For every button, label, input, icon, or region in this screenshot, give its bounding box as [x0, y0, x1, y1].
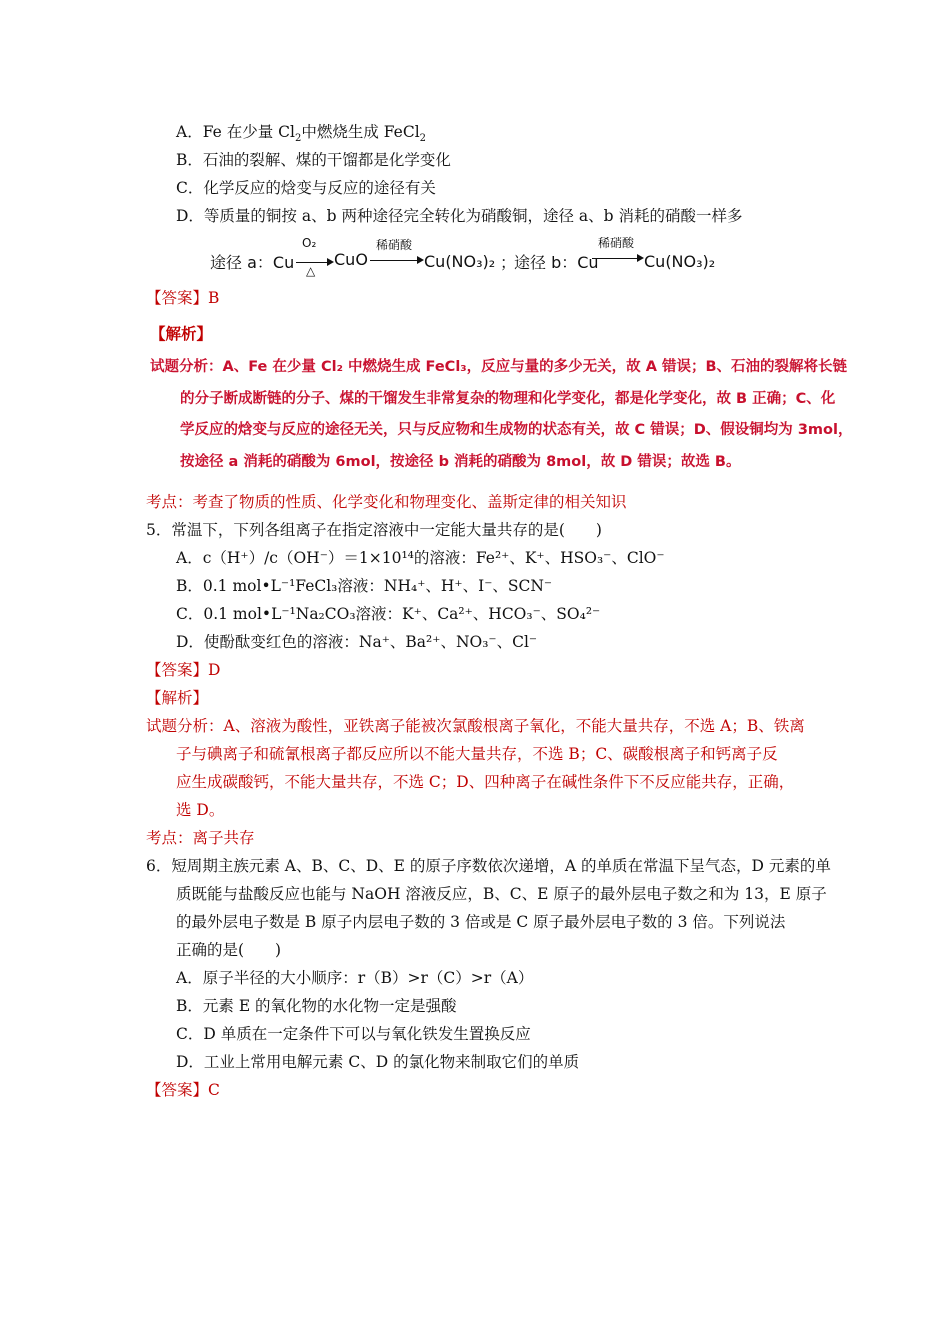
- q6-option-d: D．工业上常用电解元素 C、D 的氯化物来制取它们的单质: [176, 1053, 580, 1071]
- q6-stem-line-2: 质既能与盐酸反应也能与 NaOH 溶液反应，B、C、E 原子的最外层电子数之和为 13，E 原子: [176, 885, 827, 903]
- q6-answer: 【答案】C: [146, 1081, 220, 1099]
- q5-analysis-line-4: 选 D。: [176, 801, 225, 819]
- q4-option-d: D．等质量的铜按 a、b 两种途径完全转化为硝酸铜，途径 a、b 消耗的硝酸一样多: [176, 207, 743, 225]
- q5-knowledge-point: 考点：离子共存: [146, 829, 255, 847]
- arrow-3: [592, 258, 642, 259]
- q5-stem: 5．常温下，下列各组离子在指定溶液中一定能大量共存的是( ): [146, 521, 602, 539]
- arrow-2: [370, 260, 422, 261]
- q6-stem-line-3: 的最外层电子数是 B 原子内层电子数的 3 倍或是 C 原子最外层电子数的 3 倍。下列说法: [176, 913, 786, 931]
- path-b-label: 途径 b：Cu: [514, 253, 599, 272]
- q4-option-c: C．化学反应的焓变与反应的途径有关: [176, 179, 436, 197]
- q4-knowledge-point: 考点：考查了物质的性质、化学变化和物理变化、盖斯定律的相关知识: [146, 493, 627, 511]
- o2-condition: O₂: [302, 236, 317, 250]
- separator: ；: [500, 253, 517, 272]
- q4-option-b: B．石油的裂解、煤的干馏都是化学变化: [176, 151, 451, 169]
- q6-option-b: B．元素 E 的氧化物的水化物一定是强酸: [176, 997, 457, 1015]
- product-2: Cu(NO₃)₂: [644, 252, 716, 271]
- acid-condition-1: 稀硝酸: [376, 238, 413, 252]
- q5-analysis-line-2: 子与碘离子和硫氰根离子都反应所以不能大量共存，不选 B；C、碳酸根离子和钙离子反: [176, 745, 778, 763]
- q6-option-a: A．原子半径的大小顺序：r（B）>r（C）>r（A）: [176, 969, 534, 987]
- q6-stem-line-4: 正确的是( ): [176, 941, 282, 959]
- q5-analysis-line-3: 应生成碳酸钙，不能大量共存，不选 C；D、四种离子在碱性条件下不反应能共存，正确，: [176, 773, 795, 791]
- q6-stem-line-1: 6．短周期主族元素 A、B、C、D、E 的原子序数依次递增，A 的单质在常温下呈气态，D 元素的单: [146, 857, 831, 875]
- q4-analysis-line-3: 学反应的焓变与反应的途径无关，只与反应物和生成物的状态有关，故 C 错误；D、假设铜均为 3mol，: [180, 422, 853, 438]
- q4-answer: 【答案】B: [146, 289, 220, 307]
- q5-option-a: A．c（H⁺）/c（OH⁻）＝1×10¹⁴的溶液：Fe²⁺、K⁺、HSO₃⁻、ClO⁻: [176, 549, 665, 567]
- cuo-formula: CuO: [334, 250, 368, 269]
- reaction-scheme: [210, 236, 730, 280]
- product-1: Cu(NO₃)₂: [424, 252, 496, 271]
- q5-option-d: D．使酚酞变红色的溶液：Na⁺、Ba²⁺、NO₃⁻、Cl⁻: [176, 633, 538, 651]
- path-a-label: 途径 a：Cu: [210, 253, 295, 272]
- q4-analysis-title: 【解析】: [150, 324, 213, 343]
- arrow-1: [296, 262, 332, 263]
- q4-analysis-line-2: 的分子断成断链的分子、煤的干馏发生非常复杂的物理和化学变化，都是化学变化，故 B 正确；C、化: [180, 391, 836, 407]
- q5-analysis-line-1: 试题分析：A、溶液为酸性，亚铁离子能被次氯酸根离子氧化，不能大量共存，不选 A；B、铁离: [146, 717, 805, 735]
- q5-option-c: C．0.1 mol•L⁻¹Na₂CO₃溶液：K⁺、Ca²⁺、HCO₃⁻、SO₄²⁻: [176, 605, 601, 623]
- q5-option-b: B．0.1 mol•L⁻¹FeCl₃溶液：NH₄⁺、H⁺、I⁻、SCN⁻: [176, 577, 553, 595]
- q5-analysis-title: 【解析】: [146, 689, 209, 707]
- q4-option-a: A．Fe 在少量 $Cl_2$中燃烧生成 FeCl$_2$: [176, 123, 427, 145]
- q4-analysis-line-1: 试题分析：A、Fe 在少量 Cl₂ 中燃烧生成 FeCl₃，反应与量的多少无关，故 A 错误；B、石油的裂解将长链: [150, 359, 848, 375]
- q5-answer: 【答案】D: [146, 661, 221, 679]
- heat-condition: △: [306, 264, 316, 278]
- q6-option-c: C．D 单质在一定条件下可以与氧化铁发生置换反应: [176, 1025, 531, 1043]
- q4-analysis-line-4: 按途径 a 消耗的硝酸为 6mol，按途径 b 消耗的硝酸为 8mol，故 D 错误；故选 B。: [180, 454, 741, 470]
- acid-condition-2: 稀硝酸: [598, 236, 635, 250]
